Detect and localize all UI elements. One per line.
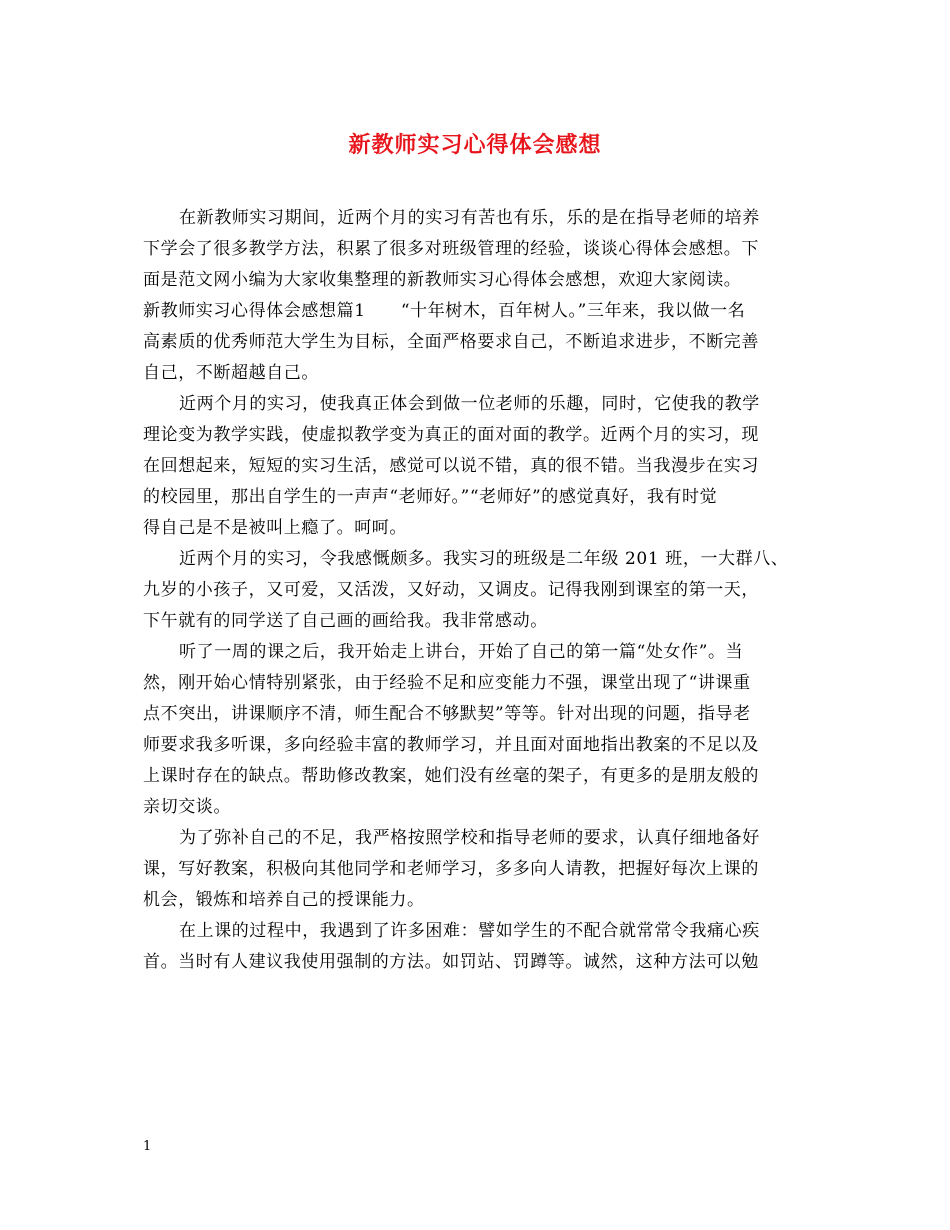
body-line: 上课时存在的缺点。帮助修改教案，她们没有丝毫的架子，有更多的是朋友般的: [143, 766, 759, 786]
body-line: 亲切交谈。: [143, 797, 231, 817]
page-title: 新教师实习心得体会感想: [348, 132, 602, 158]
body-line: 近两个月的实习，令我感慨颇多。我实习的班级是二年级 201 班，一大群八、: [179, 549, 789, 569]
body-line: 为了弥补自己的不足，我严格按照学校和指导老师的要求，认真仔细地备好: [179, 828, 760, 848]
body-line: 在回想起来，短短的实习生活，感觉可以说不错，真的很不错。当我漫步在实习: [143, 456, 759, 476]
body-line: 下学会了很多教学方法，积累了很多对班级管理的经验，谈谈心得体会感想。下: [143, 239, 759, 259]
body-line: 九岁的小孩子，又可爱，又活泼，又好动，又调皮。记得我刚到课室的第一天，: [143, 580, 759, 600]
page-number: 1: [143, 1139, 152, 1154]
body-line: 在新教师实习期间，近两个月的实习有苦也有乐，乐的是在指导老师的培养: [179, 208, 760, 228]
body-line: 在上课的过程中，我遇到了许多困难：譬如学生的不配合就常常令我痛心疾: [179, 921, 760, 941]
body-line: 点不突出，讲课顺序不清，师生配合不够默契”等等。针对出现的问题，指导老: [143, 704, 751, 724]
section-heading-line: 新教师实习心得体会感想篇1 “十年树木，百年树人。”三年来，我以做一名: [143, 301, 746, 321]
body-line: 的校园里，那出自学生的一声声“老师好。”“老师好”的感觉真好，我有时觉: [143, 487, 718, 507]
body-line: 听了一周的课之后，我开始走上讲台，开始了自己的第一篇“处女作”。当: [179, 642, 744, 662]
body-line: 下午就有的同学送了自己画的画给我。我非常感动。: [143, 611, 548, 631]
body-line: 首。当时有人建议我使用强制的方法。如罚站、罚蹲等。诚然，这种方法可以勉: [143, 952, 759, 972]
body-line: 高素质的优秀师范大学生为目标，全面严格要求自己，不断追求进步，不断完善: [143, 332, 759, 352]
document-body: [143, 203, 820, 978]
body-line: 理论变为教学实践，使虚拟教学变为真正的面对面的教学。近两个月的实习，现: [143, 425, 759, 445]
body-line: 近两个月的实习，使我真正体会到做一位老师的乐趣，同时，它使我的教学: [179, 394, 760, 414]
body-line: 然，刚开始心情特别紧张，由于经验不足和应变能力不强，课堂出现了“讲课重: [143, 673, 751, 693]
body-line: 得自己是不是被叫上瘾了。呵呵。: [143, 518, 407, 538]
body-line: 师要求我多听课，多向经验丰富的教师学习，并且面对面地指出教案的不足以及: [143, 735, 759, 755]
body-line: 自己，不断超越自己。: [143, 363, 319, 383]
body-line: 机会，锻炼和培养自己的授课能力。: [143, 890, 425, 910]
body-line: 面是范文网小编为大家收集整理的新教师实习心得体会感想，欢迎大家阅读。: [143, 270, 742, 290]
body-line: 课，写好教案，积极向其他同学和老师学习，多多向人请教，把握好每次上课的: [143, 859, 759, 879]
